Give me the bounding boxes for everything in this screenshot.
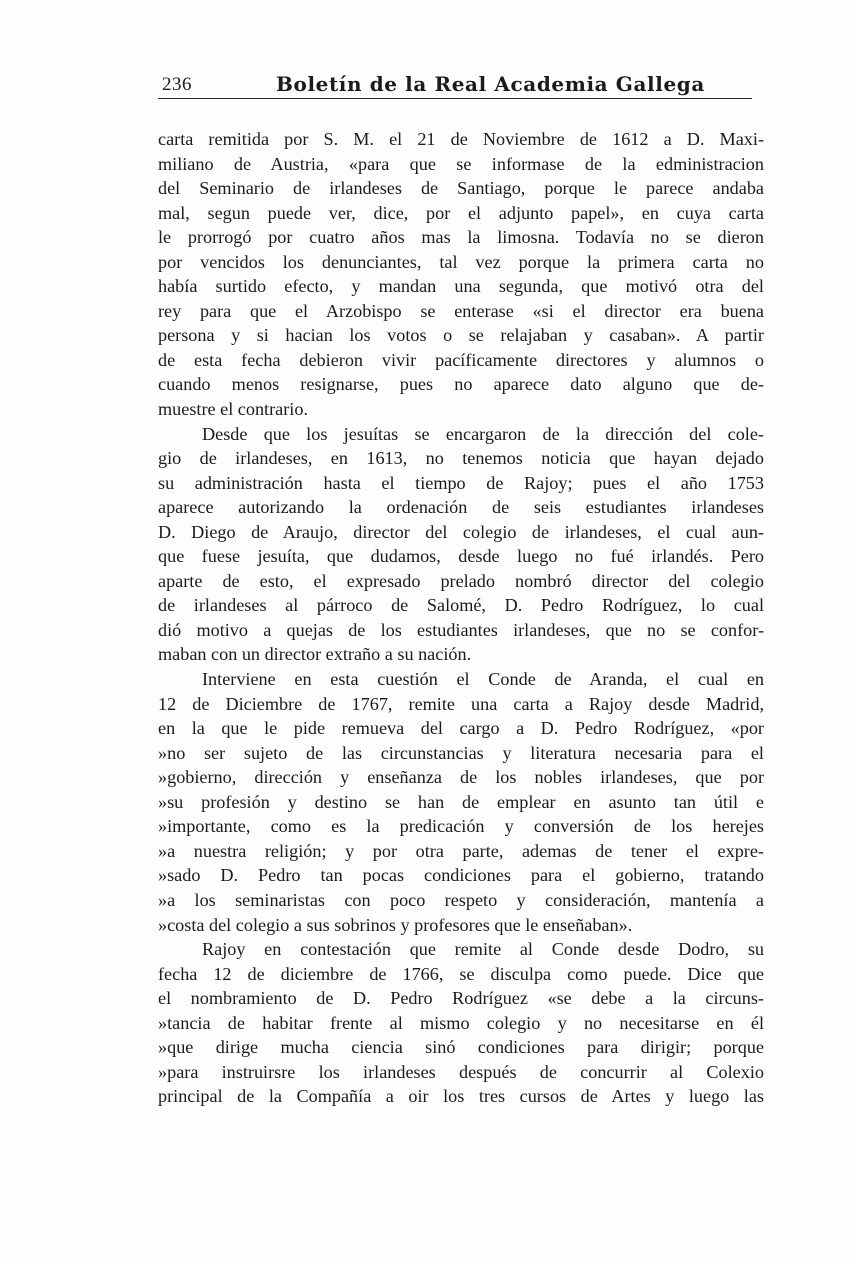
text-line: »sado D. Pedro tan pocas condiciones para el gobierno, tratando xyxy=(158,865,764,886)
text-line: principal de la Compañía a oir los tres cursos de Artes y luego las xyxy=(158,1086,764,1107)
body-text xyxy=(158,127,764,1109)
text-line: 12 de Diciembre de 1767, remite una carta a Rajoy desde Madrid, xyxy=(158,693,764,714)
text-line: Desde que los jesuítas se encargaron de la dirección del cole- xyxy=(202,423,764,444)
text-line: »para instruirsre los irlandeses después de concurrir al Colexio xyxy=(158,1061,764,1082)
text-line: aparte de esto, el expresado prelado nombró director del colegio xyxy=(158,570,764,591)
text-line: »a nuestra religión; y por otra parte, ademas de tener el expre- xyxy=(158,840,764,861)
running-header xyxy=(158,72,752,99)
text-line: le prorrogó por cuatro años mas la limosna. Todavía no se dieron xyxy=(158,227,764,248)
text-line: el nombramiento de D. Pedro Rodríguez «se debe a la circuns- xyxy=(158,988,764,1009)
text-line: que fuese jesuíta, que dudamos, desde luego no fué irlandés. Pero xyxy=(158,546,764,567)
text-line: Rajoy en contestación que remite al Conde desde Dodro, su xyxy=(202,939,764,960)
text-line: de esta fecha debieron vivir pacíficamente directores y alumnos o xyxy=(158,349,764,370)
text-line: por vencidos los denunciantes, tal vez porque la primera carta no xyxy=(158,251,764,272)
text-line: »gobierno, dirección y enseñanza de los nobles irlandeses, que por xyxy=(158,767,764,788)
text-line: carta remitida por S. M. el 21 de Noviembre de 1612 a D. Maxi- xyxy=(158,129,764,149)
text-line: su administración hasta el tiempo de Rajoy; pues el año 1753 xyxy=(158,472,764,493)
running-title: Boletín de la Real Academia Gallega xyxy=(276,72,705,96)
text-line: muestre el contrario. xyxy=(158,399,308,420)
text-line: »a los seminaristas con poco respeto y consideración, mantenía a xyxy=(158,889,764,910)
paragraph-1 xyxy=(158,127,764,422)
text-line: rey para que el Arzobispo se enterase «si el director era buena xyxy=(158,300,764,321)
text-line: dió motivo a quejas de los estudiantes irlandeses, que no se confor- xyxy=(158,619,764,640)
paragraph-3 xyxy=(158,667,764,937)
text-line: maban con un director extraño a su nación. xyxy=(158,644,472,665)
text-line: cuando menos resignarse, pues no aparece dato alguno que de- xyxy=(158,374,764,395)
text-line: gio de irlandeses, en 1613, no tenemos noticia que hayan dejado xyxy=(158,448,764,469)
text-line: de irlandeses al párroco de Salomé, D. Pedro Rodríguez, lo cual xyxy=(158,595,764,616)
paragraph-4 xyxy=(158,937,764,1109)
text-line: »que dirige mucha ciencia sinó condiciones para dirigir; porque xyxy=(158,1037,764,1058)
text-line: había surtido efecto, y mandan una segunda, que motivó otra del xyxy=(158,276,764,297)
paragraph-2 xyxy=(158,422,764,667)
text-line: fecha 12 de diciembre de 1766, se disculpa como puede. Dice que xyxy=(158,963,764,984)
text-line: »no ser sujeto de las circunstancias y literatura necesaria para el xyxy=(158,742,764,763)
text-line: »tancia de habitar frente al mismo colegio y no necesitarse en él xyxy=(158,1012,764,1033)
text-line: miliano de Austria, «para que se informase de la edministracion xyxy=(158,153,764,174)
text-line: persona y si hacian los votos o se relajaban y casaban». A partir xyxy=(158,325,764,346)
text-line: »su profesión y destino se han de emplear en asunto tan útil e xyxy=(158,791,764,812)
text-line: en la que le pide remueva del cargo a D. Pedro Rodríguez, «por xyxy=(158,718,764,739)
text-line: »importante, como es la predicación y conversión de los herejes xyxy=(158,816,764,837)
text-line: del Seminario de irlandeses de Santiago, porque le parece andaba xyxy=(158,178,764,199)
text-line: mal, segun puede ver, dice, por el adjunto papel», en cuya carta xyxy=(158,202,764,223)
text-line: aparece autorizando la ordenación de seis estudiantes irlandeses xyxy=(158,497,764,518)
text-line: D. Diego de Araujo, director del colegio de irlandeses, el cual aun- xyxy=(158,521,764,542)
page xyxy=(158,72,764,1109)
text-line: »costa del colegio a sus sobrinos y profesores que le enseñaban». xyxy=(158,914,633,935)
text-line: Interviene en esta cuestión el Conde de Aranda, el cual en xyxy=(202,669,764,690)
page-number: 236 xyxy=(162,74,192,95)
